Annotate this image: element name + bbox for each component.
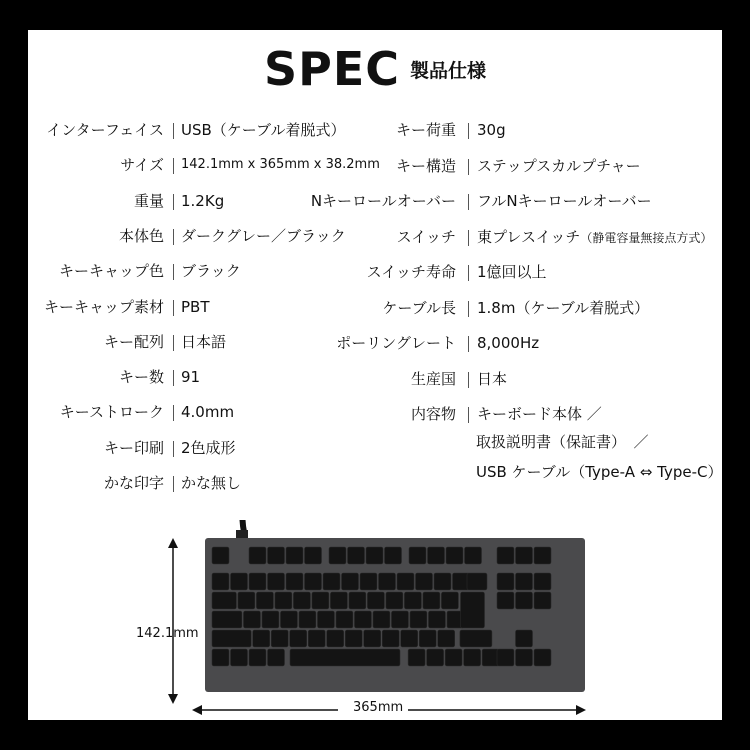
left-spec-label: かな印字	[103, 474, 164, 492]
keycap	[445, 649, 462, 666]
keycap	[516, 547, 533, 564]
right-spec-value	[477, 187, 652, 215]
keycap	[342, 573, 359, 590]
keycap	[419, 630, 436, 647]
separator-bar	[468, 194, 469, 210]
keycap	[290, 649, 400, 666]
right-spec-value-text: キーボード本体 ／	[477, 405, 602, 423]
keycap	[249, 649, 266, 666]
separator-bar	[468, 159, 469, 175]
keycap	[382, 630, 399, 647]
keycap	[354, 611, 371, 628]
keyboard-svg	[28, 520, 722, 720]
keycap	[427, 649, 444, 666]
page-title	[28, 42, 722, 96]
keycap	[238, 592, 255, 609]
separator-bar	[468, 230, 469, 246]
keycap	[253, 630, 270, 647]
left-spec-value-text: 1.2Kg	[181, 191, 225, 210]
keycap	[299, 611, 316, 628]
right-spec-value-text: 東プレスイッチ	[477, 227, 581, 246]
right-spec-row	[28, 258, 722, 286]
keycap	[465, 547, 482, 564]
right-spec-row	[28, 365, 722, 393]
keycap	[373, 611, 390, 628]
keycap	[397, 573, 414, 590]
right-spec-row	[28, 400, 722, 428]
keycap	[360, 573, 377, 590]
keycap	[271, 630, 288, 647]
arrow-down-icon	[168, 694, 178, 704]
left-spec-value-text: 4.0mm	[181, 403, 235, 422]
right-spec-value-text: 8,000Hz	[477, 334, 540, 352]
right-spec-row	[28, 294, 722, 322]
arrow-right-icon	[576, 705, 586, 715]
keycap	[268, 573, 285, 590]
keycap	[438, 630, 455, 647]
keycap	[275, 592, 292, 609]
keycap	[534, 547, 551, 564]
right-spec-label: 内容物	[410, 405, 456, 423]
keycap	[401, 630, 418, 647]
keycap	[290, 630, 307, 647]
keycap	[408, 649, 425, 666]
separator-bar	[468, 372, 469, 388]
right-spec-value-text: 30g	[477, 121, 506, 139]
keycap	[256, 592, 273, 609]
keycap	[534, 592, 551, 609]
keyboard-illustration	[28, 520, 722, 720]
right-spec-value	[477, 116, 506, 144]
separator-bar	[468, 265, 469, 281]
right-spec-value-text: 日本	[477, 369, 508, 388]
left-spec-value-text: ブラック	[181, 262, 241, 281]
keycap	[317, 611, 334, 628]
right-spec-value	[477, 329, 539, 357]
keycap	[516, 573, 533, 590]
right-spec-label: スイッチ寿命	[366, 263, 456, 281]
right-spec-value-text: 1億回以上	[477, 263, 547, 281]
keycap	[268, 649, 285, 666]
left-spec-value	[181, 469, 241, 497]
right-spec-value	[477, 400, 602, 428]
keycap	[323, 573, 340, 590]
keycap	[366, 547, 383, 564]
left-spec-label: キー印刷	[103, 438, 164, 457]
keycap	[212, 630, 251, 647]
left-spec-label: キー数	[118, 368, 164, 387]
left-spec-label: 重量	[133, 191, 164, 210]
left-spec-label: キーストローク	[59, 403, 164, 422]
left-spec-value-text: かな無し	[181, 474, 242, 492]
left-spec-value-text: USB（ケーブル着脱式）	[181, 121, 346, 139]
left-spec-value-text: 2色成形	[181, 438, 236, 457]
keycap	[385, 547, 402, 564]
keycap	[293, 592, 310, 609]
spec-panel	[28, 30, 722, 720]
keycap	[286, 573, 303, 590]
keycap	[367, 592, 384, 609]
right-spec-label: キー構造	[395, 156, 456, 175]
keycap	[404, 592, 421, 609]
separator-bar	[468, 301, 469, 317]
right-spec-value	[477, 152, 641, 180]
right-spec-row	[28, 329, 722, 357]
right-spec-value-note: （静電容量無接点方式）	[580, 230, 713, 245]
keycap	[446, 547, 463, 564]
keycap	[286, 547, 303, 564]
keycap	[423, 592, 440, 609]
width-dimension-label: 365mm	[353, 700, 404, 715]
right-spec-row	[28, 187, 722, 215]
keycap	[308, 630, 325, 647]
left-spec-label: キーキャップ素材	[43, 297, 164, 316]
left-spec-value-text: ダークグレー／ブラック	[181, 226, 346, 245]
keycap	[305, 547, 322, 564]
keycap	[386, 592, 403, 609]
keycap	[348, 547, 365, 564]
keycap	[330, 592, 347, 609]
left-spec-value	[181, 434, 236, 462]
separator-bar	[173, 476, 174, 492]
keycap	[329, 547, 346, 564]
keycap	[497, 547, 514, 564]
left-spec-label: 本体色	[118, 226, 164, 245]
keycap	[534, 573, 551, 590]
keycap	[336, 611, 353, 628]
keycap	[249, 573, 266, 590]
keycap	[305, 573, 322, 590]
separator-bar	[468, 407, 469, 423]
keycap	[212, 573, 229, 590]
separator-bar	[173, 441, 174, 457]
right-spec-value-text: ステップスカルプチャー	[477, 156, 641, 175]
contents-line-3: USB ケーブル（Type-A ⇔ Type-C）	[476, 463, 722, 481]
right-spec-value	[477, 223, 712, 252]
keycap	[410, 611, 427, 628]
keycap	[345, 630, 362, 647]
keycap	[428, 611, 445, 628]
keycap	[249, 547, 266, 564]
keycap	[534, 649, 551, 666]
right-spec-value	[477, 258, 547, 286]
keycap	[516, 630, 533, 647]
keycap	[460, 630, 492, 647]
separator-bar	[468, 336, 469, 352]
right-spec-value-text: 1.8m（ケーブル着脱式）	[477, 298, 650, 317]
right-spec-value-text: フルNキーロールオーバー	[477, 192, 652, 210]
right-spec-label: スイッチ	[396, 227, 456, 246]
keycap	[262, 611, 279, 628]
keycap	[516, 592, 533, 609]
keycap	[379, 573, 396, 590]
keycap	[327, 630, 344, 647]
title-jp: 製品仕様	[410, 59, 487, 82]
left-spec-label: キー配列	[103, 332, 164, 351]
keycap	[243, 611, 260, 628]
left-spec-value-text: 日本語	[181, 332, 227, 351]
right-spec-value	[477, 365, 507, 393]
left-spec-value-text: 91	[181, 368, 201, 387]
keycap	[212, 547, 229, 564]
keycap	[428, 547, 445, 564]
right-spec-row	[28, 223, 722, 251]
right-spec-label: ケーブル長	[382, 298, 456, 317]
title-en: SPEC	[263, 42, 400, 96]
keycap	[364, 630, 381, 647]
right-spec-value	[477, 294, 649, 322]
keycap	[416, 573, 433, 590]
height-dimension-label: 142.1mm	[136, 626, 199, 641]
right-spec-row	[28, 116, 722, 144]
keycap	[231, 649, 248, 666]
keycap	[268, 547, 285, 564]
right-spec-label: ポーリングレート	[336, 334, 456, 352]
keycap	[464, 649, 481, 666]
right-spec-label: 生産国	[410, 369, 456, 388]
arrow-up-icon	[168, 538, 178, 548]
keycap	[497, 592, 514, 609]
right-spec-label: キー荷重	[395, 121, 456, 139]
keycap	[349, 592, 366, 609]
right-spec-label: Nキーロールオーバー	[310, 192, 456, 210]
keycap	[497, 573, 514, 590]
contents-line-2: 取扱説明書（保証書） ／	[476, 433, 649, 451]
left-spec-label: キーキャップ色	[58, 262, 164, 281]
separator-bar	[468, 123, 469, 139]
keycap	[461, 592, 485, 628]
keycap	[409, 547, 426, 564]
keycap	[280, 611, 297, 628]
keycap	[482, 649, 499, 666]
left-spec-value-text: PBT	[181, 297, 210, 316]
keycap	[391, 611, 408, 628]
arrow-left-icon	[192, 705, 202, 715]
left-spec-value-text: 142.1mm x 365mm x 38.2mm	[181, 157, 380, 173]
left-spec-label: インターフェイス	[46, 121, 164, 139]
keycap	[212, 611, 242, 628]
keycap	[467, 573, 487, 590]
keycap	[497, 649, 514, 666]
keycap	[231, 573, 248, 590]
keycap	[312, 592, 329, 609]
keycap	[212, 592, 236, 609]
keycap	[434, 573, 451, 590]
keycap	[516, 649, 533, 666]
left-spec-label: サイズ	[120, 156, 164, 175]
keycap	[441, 592, 458, 609]
keycap	[212, 649, 229, 666]
right-spec-row	[28, 152, 722, 180]
